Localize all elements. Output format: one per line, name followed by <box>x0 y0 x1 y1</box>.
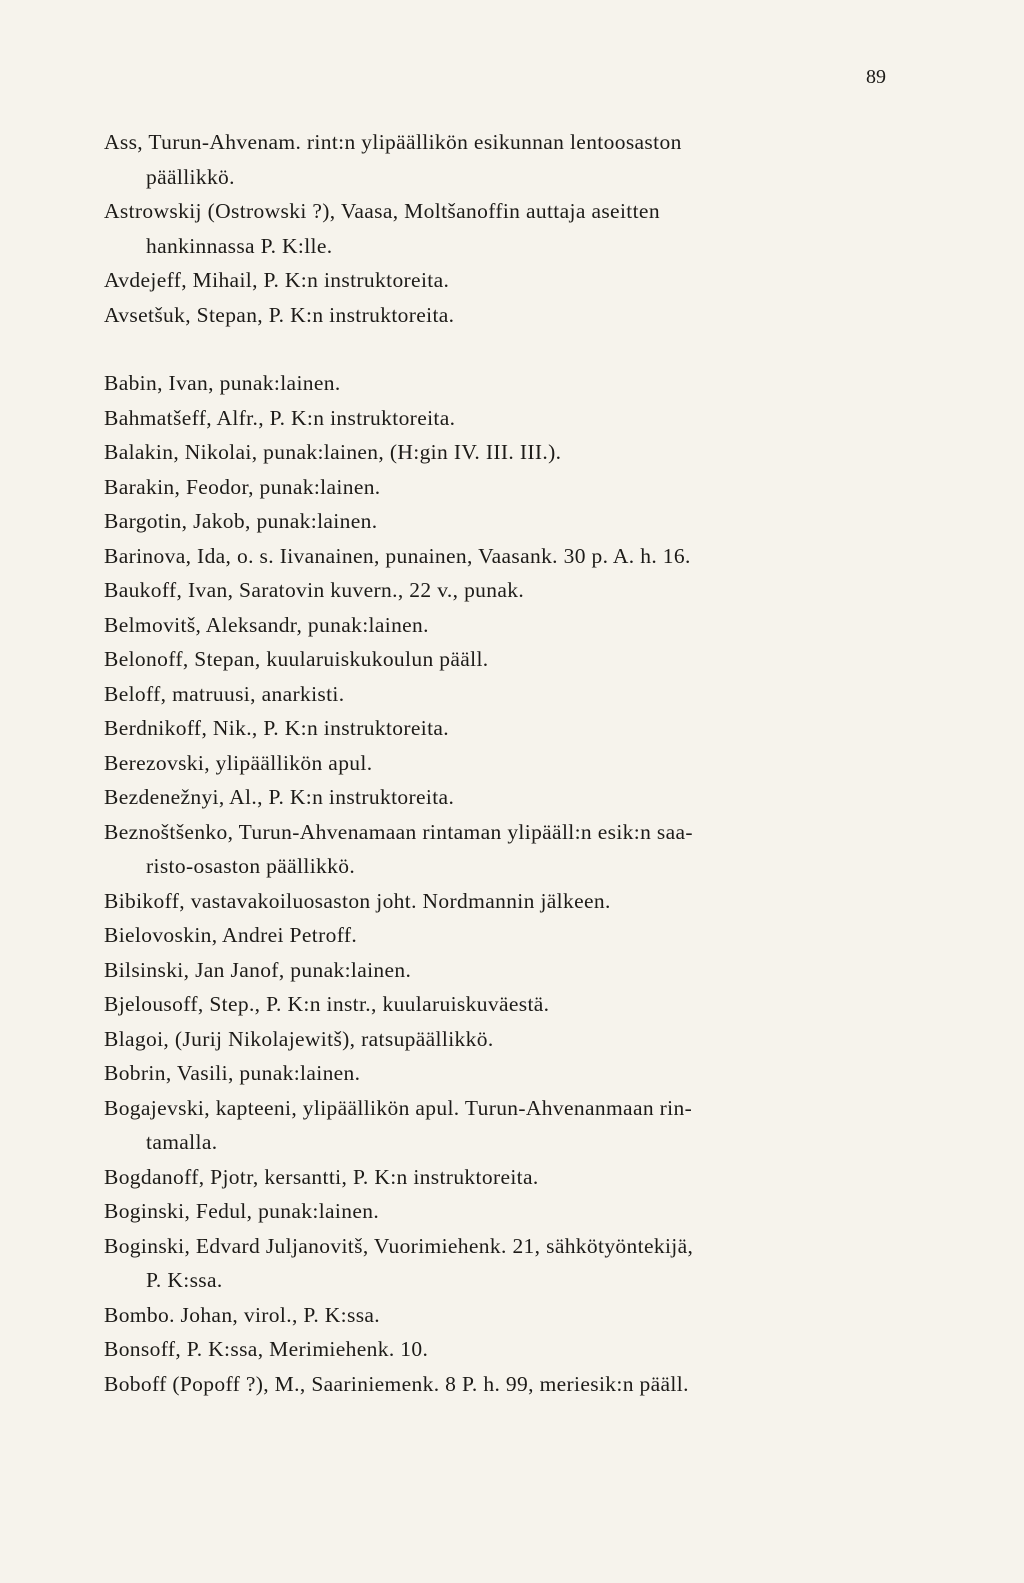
list-item <box>104 470 884 505</box>
list-item <box>104 884 884 919</box>
list-item <box>104 263 884 298</box>
entry-line: Barakin, Feodor, punak:lainen. <box>104 474 381 499</box>
list-item <box>104 573 884 608</box>
list-item <box>104 125 884 194</box>
entry-line: Avdejeff, Mihail, P. K:n instruktoreita. <box>104 268 450 292</box>
list-item <box>104 194 884 263</box>
entry-line: Bezdenežnyi, Al., P. K:n instruktoreita. <box>104 785 455 809</box>
entry-line: Berezovski, ylipäällikön apul. <box>104 750 373 775</box>
entry-line: Bargotin, Jakob, punak:lainen. <box>104 509 378 533</box>
entry-line: Bogdanoff, Pjotr, kersantti, P. K:n instruktoreita. <box>104 1164 539 1189</box>
list-item <box>104 401 884 436</box>
entry-line: Bibikoff, vastavakoiluosaston joht. Nordmannin jälkeen. <box>104 888 611 913</box>
entry-continuation: päällikkö. <box>146 164 235 189</box>
entry-line: Bjelousoff, Step., P. K:n instr., kuularuiskuväestä. <box>104 992 550 1016</box>
entry-line: Bombo. Johan, virol., P. K:ssa. <box>104 1302 381 1327</box>
entry-line: Bogajevski, kapteeni, ylipäällikön apul. Turun-Ahvenanmaan rin- <box>104 1095 693 1120</box>
entry-line: Balakin, Nikolai, punak:lainen, (H:gin IV. III. III.). <box>104 440 562 464</box>
entry-line: Boginski, Fedul, punak:lainen. <box>104 1199 380 1223</box>
list-item <box>104 539 884 574</box>
list-item <box>104 711 884 746</box>
list-item <box>104 608 884 643</box>
entry-continuation: hankinnassa P. K:lle. <box>146 233 333 258</box>
entry-list <box>104 125 884 1401</box>
entry-line: Blagoi, (Jurij Nikolajewitš), ratsupäällikkö. <box>104 1026 494 1051</box>
section-gap <box>104 332 884 366</box>
list-item <box>104 1022 884 1057</box>
list-item <box>104 1194 884 1229</box>
list-item <box>104 1229 884 1298</box>
entry-continuation: risto-osaston päällikkö. <box>146 854 356 878</box>
entry-line: Bilsinski, Jan Janof, punak:lainen. <box>104 957 412 982</box>
list-item <box>104 1298 884 1333</box>
entry-line: Bahmatšeff, Alfr., P. K:n instruktoreita. <box>104 405 456 430</box>
list-item <box>104 504 884 539</box>
entry-continuation: P. K:ssa. <box>146 1268 223 1292</box>
entry-line: Barinova, Ida, o. s. Iivanainen, punainen, Vaasank. 30 p. A. h. 16. <box>104 543 691 568</box>
entry-line: Beloff, matruusi, anarkisti. <box>104 681 345 706</box>
entry-line: Boginski, Edvard Juljanovitš, Vuorimiehenk. 21, sähkötyöntekijä, <box>104 1233 694 1258</box>
entry-line: Bonsoff, P. K:ssa, Merimiehenk. 10. <box>104 1337 429 1361</box>
entry-line: Ass, Turun-Ahvenam. rint:n ylipäällikön esikunnan lentoosaston <box>104 130 682 154</box>
entry-line: Belmovitš, Aleksandr, punak:lainen. <box>104 612 429 637</box>
entry-line: Belonoff, Stepan, kuularuiskukoulun pääll. <box>104 647 489 671</box>
list-item <box>104 815 884 884</box>
entry-line: Avsetšuk, Stepan, P. K:n instruktoreita. <box>104 302 455 327</box>
section-a <box>104 125 884 332</box>
list-item <box>104 780 884 815</box>
list-item <box>104 953 884 988</box>
list-item <box>104 918 884 953</box>
entry-continuation: tamalla. <box>146 1130 218 1154</box>
list-item <box>104 435 884 470</box>
list-item <box>104 1160 884 1195</box>
list-item <box>104 1091 884 1160</box>
list-item <box>104 987 884 1022</box>
entry-line: Astrowskij (Ostrowski ?), Vaasa, Moltšanoffin auttaja aseitten <box>104 199 660 223</box>
list-item <box>104 298 884 333</box>
list-item <box>104 1367 884 1402</box>
list-item <box>104 1332 884 1367</box>
entry-line: Baukoff, Ivan, Saratovin kuvern., 22 v., punak. <box>104 578 525 602</box>
entry-line: Babin, Ivan, punak:lainen. <box>104 371 341 395</box>
list-item <box>104 677 884 712</box>
list-item <box>104 642 884 677</box>
entry-line: Bielovoskin, Andrei Petroff. <box>104 923 358 947</box>
list-item <box>104 1056 884 1091</box>
entry-line: Boboff (Popoff ?), M., Saariniemenk. 8 P. h. 99, meriesik:n pääll. <box>104 1371 689 1396</box>
section-b <box>104 366 884 1401</box>
list-item <box>104 366 884 401</box>
entry-line: Berdnikoff, Nik., P. K:n instruktoreita. <box>104 716 450 740</box>
entry-line: Bobrin, Vasili, punak:lainen. <box>104 1061 361 1085</box>
entry-line: Beznoštšenko, Turun-Ahvenamaan rintaman ylipääll:n esik:n saa- <box>104 819 693 844</box>
page-number: 89 <box>866 66 886 88</box>
list-item <box>104 746 884 781</box>
